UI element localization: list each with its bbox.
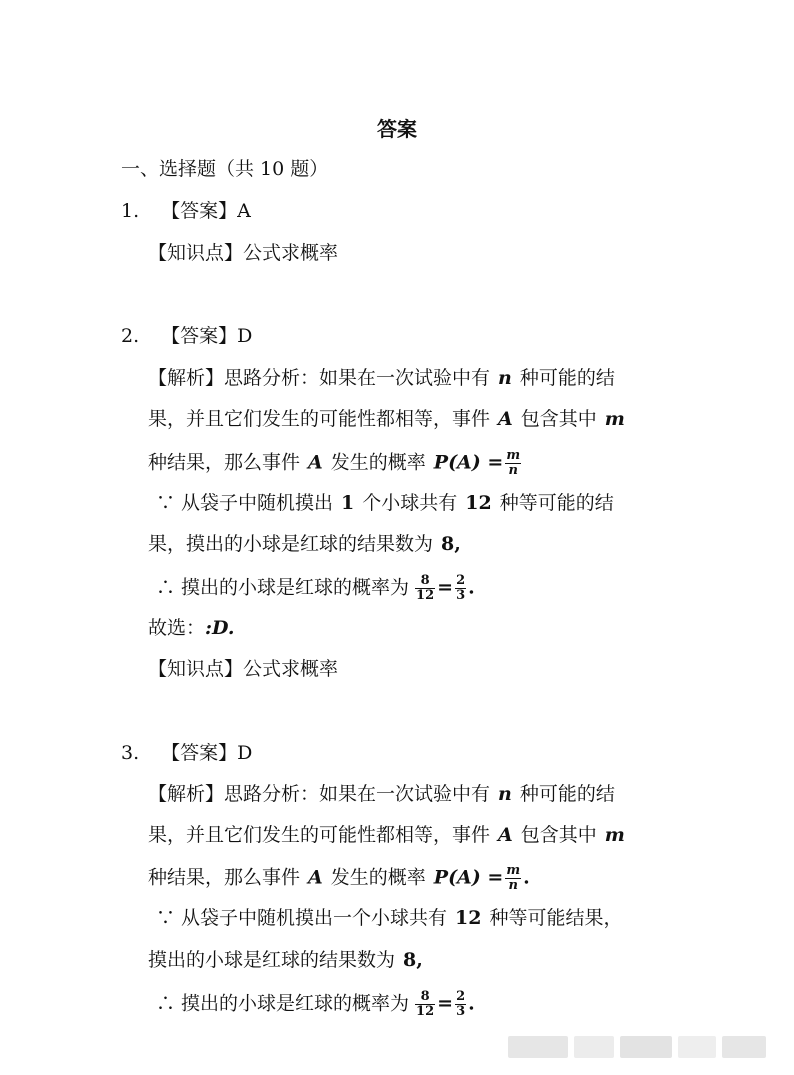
- fraction-2-over-3: [455, 990, 466, 1019]
- numerator: m: [506, 448, 521, 463]
- number: 8,: [441, 533, 461, 555]
- denominator: 3: [456, 588, 466, 603]
- q2-answer: 【答案】D: [161, 325, 253, 347]
- q2-answer-line: [121, 324, 252, 348]
- q2-number: 2.: [121, 325, 140, 347]
- q3-analysis-line-4: [156, 906, 623, 930]
- numerator: 2: [456, 573, 466, 588]
- math-var: m: [604, 824, 625, 846]
- denominator: 3: [456, 1004, 466, 1019]
- q2-choice-line: [148, 616, 234, 640]
- q3-number: 3.: [121, 742, 140, 764]
- denominator: 12: [416, 1004, 435, 1019]
- text: 【解析】思路分析：如果在一次试验中有: [148, 783, 491, 805]
- numerator: m: [506, 863, 521, 878]
- text: 个小球共有: [362, 492, 458, 514]
- text: 故选：: [148, 617, 206, 639]
- watermark: [508, 1036, 768, 1058]
- text: 发生的概率: [330, 451, 426, 474]
- math-var: A: [308, 866, 323, 889]
- text: 果，并且它们发生的可能性都相等，事件: [148, 824, 491, 846]
- q3-analysis-line-1: [148, 782, 615, 806]
- math-expr: P(A) =: [433, 451, 504, 474]
- q2-analysis-line-1: [148, 366, 615, 390]
- fraction-m-over-n: [505, 449, 521, 478]
- q2-analysis-line-4: [156, 491, 614, 515]
- text: ∵ 从袋子中随机摸出: [156, 492, 334, 514]
- q3-answer-line: [121, 741, 252, 765]
- q2-analysis-line-6: [156, 574, 475, 603]
- q1-knowledge-point: 【知识点】公式求概率: [148, 242, 339, 264]
- watermark-block: [508, 1036, 568, 1058]
- watermark-block: [574, 1036, 614, 1058]
- math-var: A: [308, 451, 323, 474]
- q2-analysis-line-5: [148, 532, 461, 556]
- number: 12: [465, 492, 492, 514]
- text: 发生的概率: [330, 866, 426, 889]
- q2-knowledge-point: 【知识点】公式求概率: [148, 658, 339, 680]
- fraction-2-over-3: [455, 574, 466, 603]
- denominator: n: [508, 878, 518, 893]
- numerator: 2: [456, 989, 466, 1004]
- q3-analysis-line-3: [148, 864, 530, 893]
- text: 种等可能的结: [499, 492, 614, 514]
- text: ∴ 摸出的小球是红球的概率为: [156, 576, 410, 599]
- choice-value: :D.: [205, 617, 235, 639]
- math-var: A: [498, 824, 513, 846]
- number: 8,: [403, 949, 423, 971]
- text: 【解析】思路分析：如果在一次试验中有: [148, 367, 491, 389]
- text: 包含其中: [520, 408, 597, 430]
- math-var: n: [498, 367, 512, 389]
- q2-analysis-line-2: [148, 407, 625, 431]
- q3-answer: 【答案】D: [161, 742, 253, 764]
- section-heading: 一、选择题（共 10 题）: [121, 158, 329, 180]
- math-var: n: [498, 783, 512, 805]
- text: ∴ 摸出的小球是红球的概率为: [156, 992, 410, 1015]
- q2-analysis-line-3: [148, 449, 523, 478]
- math-var: A: [498, 408, 513, 430]
- fraction-8-over-12: [415, 574, 435, 603]
- text: 果，并且它们发生的可能性都相等，事件: [148, 408, 491, 430]
- text: 种可能的结: [519, 367, 615, 389]
- page-title: 答案: [377, 117, 417, 141]
- text: 种可能的结: [519, 783, 615, 805]
- fraction-8-over-12: [415, 990, 435, 1019]
- period: .: [468, 576, 475, 599]
- text: 种等可能结果，: [489, 907, 623, 929]
- denominator: n: [508, 463, 518, 478]
- period: .: [468, 992, 475, 1015]
- number: 1: [341, 492, 355, 514]
- fraction-m-over-n: [505, 864, 521, 893]
- text: 种结果，那么事件: [148, 451, 301, 474]
- period: .: [523, 866, 530, 889]
- text: 包含其中: [520, 824, 597, 846]
- text: 果，摸出的小球是红球的结果数为: [148, 533, 434, 555]
- math-expr: P(A) =: [433, 866, 504, 889]
- q1-answer-line: [121, 199, 251, 223]
- numerator: 8: [415, 990, 435, 1005]
- q3-analysis-line-6: [156, 990, 475, 1019]
- equals-sign: =: [437, 992, 454, 1015]
- q3-analysis-line-5: [148, 948, 423, 972]
- watermark-block: [620, 1036, 672, 1058]
- denominator: 12: [416, 588, 435, 603]
- text: ∵ 从袋子中随机摸出一个小球共有: [156, 907, 448, 929]
- equals-sign: =: [437, 576, 454, 599]
- numerator: 8: [415, 574, 435, 589]
- number: 12: [455, 907, 482, 929]
- q1-answer: 【答案】A: [161, 200, 251, 222]
- q3-analysis-line-2: [148, 823, 625, 847]
- math-var: m: [604, 408, 625, 430]
- q1-number: 1.: [121, 200, 140, 222]
- text: 种结果，那么事件: [148, 866, 301, 889]
- watermark-block: [678, 1036, 716, 1058]
- text: 摸出的小球是红球的结果数为: [148, 949, 396, 971]
- watermark-block: [722, 1036, 766, 1058]
